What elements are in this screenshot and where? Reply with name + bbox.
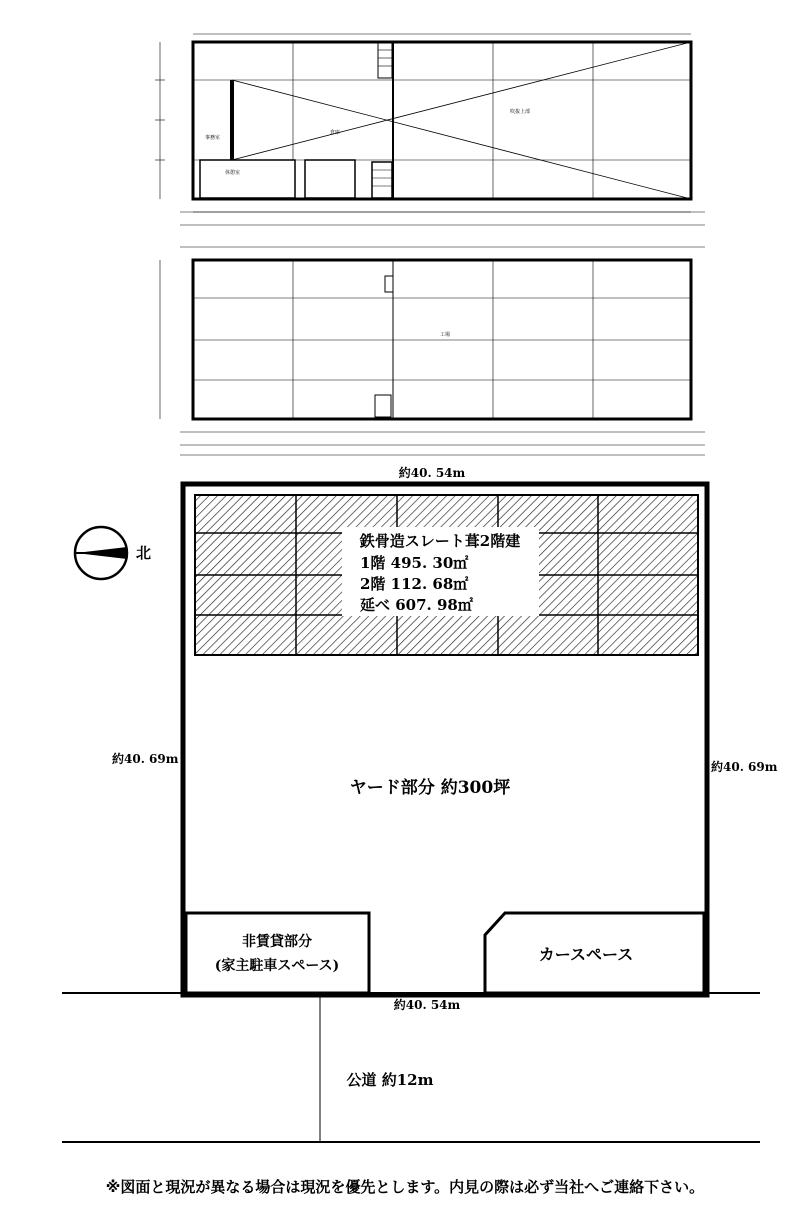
- first-floor-plan: [160, 247, 705, 455]
- plan-room-label-1: 事務室: [205, 135, 221, 141]
- footer-note: ※図面と現況が異なる場合は現況を優先とします。内見の際は必ず当社へご連絡下さい。: [105, 1178, 705, 1196]
- nonrent-sublabel: (家主駐車スペース): [214, 958, 340, 974]
- site-top-dimension: 約40. 54m: [398, 466, 466, 480]
- site-right-dimension: 約40. 69m: [711, 760, 778, 774]
- plan-room-label-3: 吹抜上部: [510, 109, 531, 115]
- north-arrow-icon: [75, 527, 128, 579]
- building-structure: 鉄骨造スレート葺2階建: [359, 532, 521, 550]
- north-label: 北: [136, 544, 152, 562]
- building-floor1-area: 1階 495. 30㎡: [360, 554, 469, 572]
- yard-label: ヤード部分 約300坪: [349, 778, 511, 798]
- site-bottom-dimension: 約40. 54m: [393, 998, 461, 1012]
- nonrent-area: [186, 913, 369, 993]
- car-space-label: カースペース: [538, 945, 634, 964]
- nonrent-label: 非賃貸部分: [242, 934, 312, 950]
- second-floor-plan: [155, 34, 705, 225]
- plan-room-label-4: 休憩室: [225, 170, 241, 176]
- plan-room-label-2: 倉庫: [330, 130, 341, 136]
- building-total-area: 延べ 607. 98㎡: [360, 596, 473, 614]
- site-left-dimension: 約40. 69m: [112, 752, 179, 766]
- site-plan: [62, 465, 778, 1142]
- plan-room-label-5: 工場: [440, 332, 451, 338]
- road-label: 公道 約12m: [346, 1071, 434, 1089]
- building-floor2-area: 2階 112. 68㎡: [360, 575, 469, 593]
